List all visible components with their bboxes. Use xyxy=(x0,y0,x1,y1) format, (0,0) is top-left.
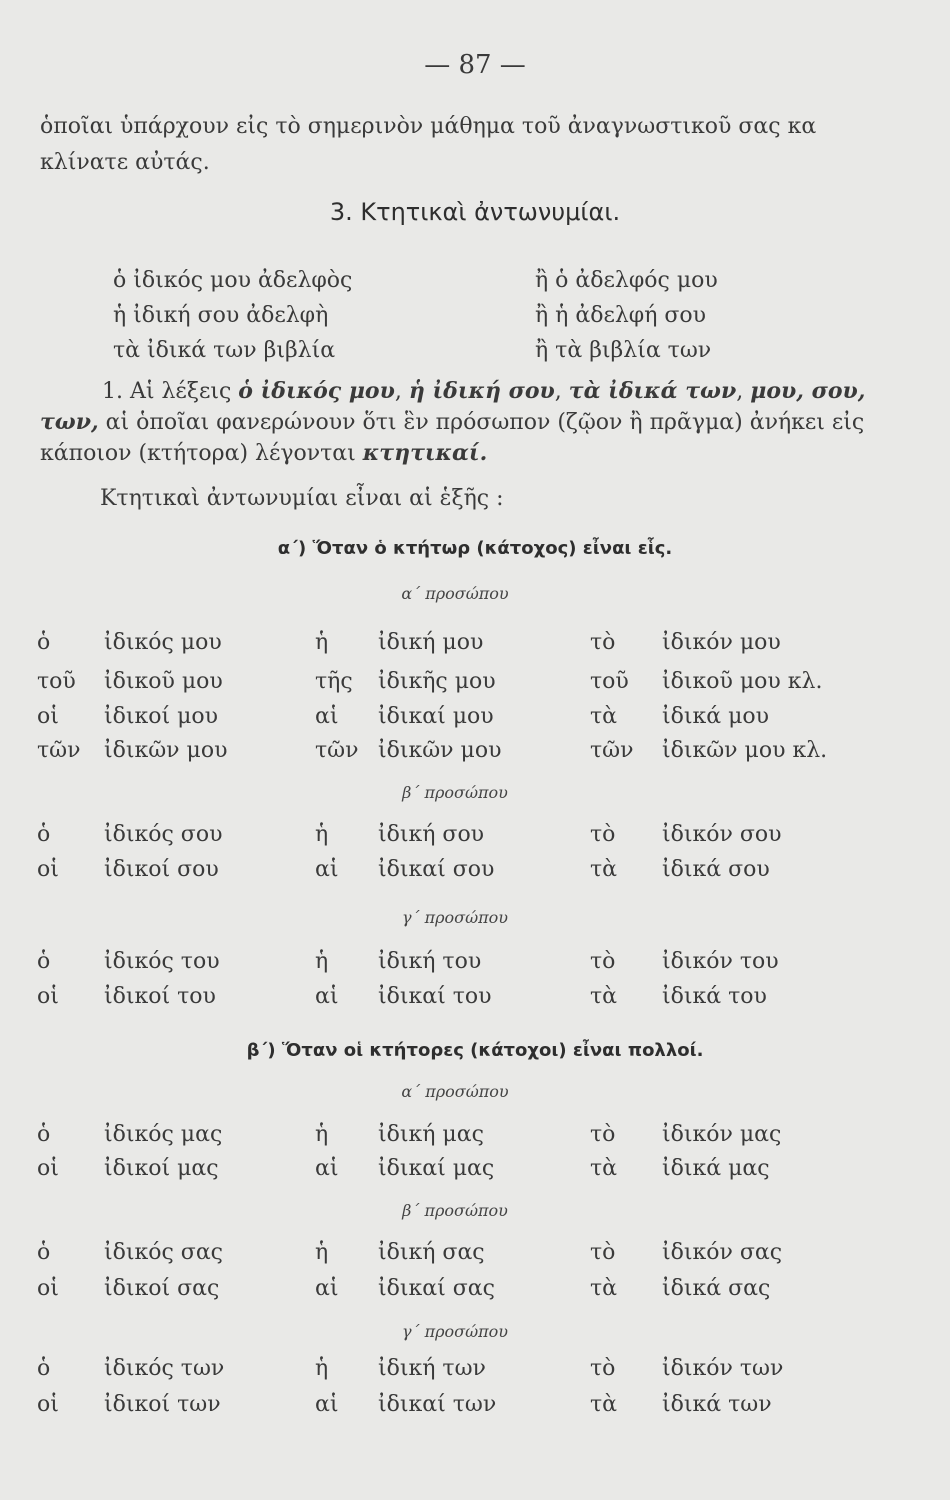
pronoun-form: ἰδικός μας xyxy=(104,1122,223,1147)
para-term: τὰ ἰδικά των xyxy=(568,378,737,404)
article: αἱ xyxy=(315,857,339,882)
person-heading: γ΄ προσώπου xyxy=(401,908,509,927)
example-left: ὁ ἰδικός μου ἀδελφὸς xyxy=(113,268,353,293)
pronoun-form: ἰδικός των xyxy=(104,1356,225,1381)
pronoun-form: ἰδικός του xyxy=(104,949,220,974)
article: ἡ xyxy=(315,1356,329,1381)
pronoun-form: ἰδικόν του xyxy=(662,949,779,974)
pronoun-form: ἰδικόν των xyxy=(662,1356,784,1381)
article: αἱ xyxy=(315,704,339,729)
pronoun-form: ἰδικά σας xyxy=(662,1276,771,1301)
intro-line-2: κλίνατε αὐτάς. xyxy=(40,150,210,175)
page-number: — 87 — xyxy=(424,50,526,80)
para-term: μου, σου, των, xyxy=(40,378,866,435)
article: τὸ xyxy=(590,949,616,974)
para-term: κτητικαί. xyxy=(362,440,488,466)
article: ὁ xyxy=(37,822,51,847)
pronoun-form: ἰδικά μου xyxy=(662,704,770,729)
pronoun-form: ἰδικαί του xyxy=(378,984,492,1009)
pronoun-form: ἰδικοῦ μου κλ. xyxy=(662,669,823,694)
example-left: ἡ ἰδική σου ἀδελφὴ xyxy=(113,303,329,328)
pronoun-form: ἰδικός σου xyxy=(104,822,223,847)
article: τὰ xyxy=(590,1156,618,1181)
person-heading: β΄ προσώπου xyxy=(402,1201,508,1220)
pronoun-form: ἰδική των xyxy=(378,1356,486,1381)
pronoun-form: ἰδικόν μου xyxy=(662,630,781,655)
person-heading: α΄ προσώπου xyxy=(401,1082,509,1101)
pronoun-form: ἰδικοί των xyxy=(104,1392,221,1417)
article: ἡ xyxy=(315,822,329,847)
article: τὰ xyxy=(590,857,618,882)
pronoun-form: ἰδικά μας xyxy=(662,1156,770,1181)
pronoun-form: ἰδικός σας xyxy=(104,1240,224,1265)
case-a-heading: α΄) Ὅταν ὁ κτήτωρ (κάτοχος) εἶναι εἷς. xyxy=(277,538,673,559)
pronoun-form: ἰδικαί σας xyxy=(378,1276,495,1301)
article: ὁ xyxy=(37,1122,51,1147)
para-text: 1. Αἱ λέξεις xyxy=(102,379,239,404)
article: τῶν xyxy=(37,738,81,763)
para-text: , xyxy=(736,379,751,404)
pronoun-form: ἰδικά σου xyxy=(662,857,770,882)
pronoun-form: ἰδική σας xyxy=(378,1240,485,1265)
article: ἡ xyxy=(315,630,329,655)
example-left: τὰ ἰδικά των βιβλία xyxy=(113,338,336,363)
pronoun-form: ἰδικοί σας xyxy=(104,1276,220,1301)
article: τῶν xyxy=(315,738,359,763)
para-text: αἱ ὁποῖαι φανερώνουν ὅτι ἓν πρόσωπον (ζῷον ἢ πρᾶγμα) ἀνήκει εἰς κάποιον (κτήτορα) λέγονται xyxy=(40,410,865,466)
para-text: , xyxy=(554,379,569,404)
article: αἱ xyxy=(315,1276,339,1301)
article: αἱ xyxy=(315,1156,339,1181)
para-term: ἡ ἰδική σου xyxy=(408,378,555,404)
example-right: ἢ τὰ βιβλία των xyxy=(535,338,712,363)
pronoun-form: ἰδικῶν μου xyxy=(104,738,228,763)
article: τὰ xyxy=(590,984,618,1009)
intro-line-1: ὁποῖαι ὑπάρχουν εἰς τὸ σημερινὸν μάθημα τοῦ ἀναγνωστικοῦ σας κα xyxy=(40,114,817,139)
pronoun-form: ἰδικῶν μου xyxy=(378,738,502,763)
pronoun-form: ἰδικά του xyxy=(662,984,767,1009)
article: τὸ xyxy=(590,1240,616,1265)
article: οἱ xyxy=(37,1392,59,1417)
pronoun-form: ἰδικός μου xyxy=(104,630,222,655)
article: ὁ xyxy=(37,1356,51,1381)
article: αἱ xyxy=(315,984,339,1009)
article: ὁ xyxy=(37,1240,51,1265)
pronoun-form: ἰδική μου xyxy=(378,630,484,655)
person-heading: β΄ προσώπου xyxy=(402,783,508,802)
article: τὸ xyxy=(590,822,616,847)
pronoun-form: ἰδικῆς μου xyxy=(378,669,496,694)
article: ἡ xyxy=(315,949,329,974)
definition-paragraph xyxy=(40,376,885,469)
article: τὰ xyxy=(590,1392,618,1417)
pronoun-form: ἰδικόν σας xyxy=(662,1240,783,1265)
pronoun-form: ἰδικόν σου xyxy=(662,822,782,847)
pronoun-form: ἰδικῶν μου κλ. xyxy=(662,738,828,763)
pronoun-form: ἰδική σου xyxy=(378,822,485,847)
article: ἡ xyxy=(315,1122,329,1147)
pronoun-form: ἰδικαί των xyxy=(378,1392,497,1417)
case-b-heading: β΄) Ὅταν οἱ κτήτορες (κάτοχοι) εἶναι πολλοί. xyxy=(246,1040,704,1061)
pronoun-form: ἰδικοί σου xyxy=(104,857,219,882)
pronoun-form: ἰδική του xyxy=(378,949,482,974)
article: τὸ xyxy=(590,630,616,655)
pronoun-form: ἰδικαί σου xyxy=(378,857,495,882)
pronoun-form: ἰδική μας xyxy=(378,1122,484,1147)
section-title: 3. Κτητικαὶ ἀντωνυμίαι. xyxy=(329,198,621,226)
article: τὸ xyxy=(590,1356,616,1381)
article: οἱ xyxy=(37,1156,59,1181)
article: τῶν xyxy=(590,738,634,763)
article: ὁ xyxy=(37,630,51,655)
pronoun-form: ἰδικοί μας xyxy=(104,1156,219,1181)
article: τὸ xyxy=(590,1122,616,1147)
pronoun-form: ἰδικόν μας xyxy=(662,1122,782,1147)
pronoun-form: ἰδικοί του xyxy=(104,984,216,1009)
pronoun-form: ἰδικαί μας xyxy=(378,1156,495,1181)
example-right: ἢ ὁ ἀδελφός μου xyxy=(535,268,718,293)
article: τῆς xyxy=(315,669,353,694)
article: οἱ xyxy=(37,704,59,729)
pronoun-form: ἰδικά των xyxy=(662,1392,772,1417)
article: ὁ xyxy=(37,949,51,974)
article: οἱ xyxy=(37,984,59,1009)
article: ἡ xyxy=(315,1240,329,1265)
article: οἱ xyxy=(37,1276,59,1301)
article: τὰ xyxy=(590,704,618,729)
pronoun-form: ἰδικοί μου xyxy=(104,704,219,729)
pronoun-form: ἰδικοῦ μου xyxy=(104,669,223,694)
example-right: ἢ ἡ ἀδελφή σου xyxy=(535,303,707,328)
article: οἱ xyxy=(37,857,59,882)
article: τοῦ xyxy=(590,669,629,694)
person-heading: γ΄ προσώπου xyxy=(401,1322,509,1341)
article: τὰ xyxy=(590,1276,618,1301)
list-intro: Κτητικαὶ ἀντωνυμίαι εἶναι αἱ ἑξῆς : xyxy=(100,486,504,511)
article: αἱ xyxy=(315,1392,339,1417)
pronoun-form: ἰδικαί μου xyxy=(378,704,494,729)
person-heading: α΄ προσώπου xyxy=(401,584,509,603)
para-text: , xyxy=(394,379,409,404)
para-term: ὁ ἰδικός μου xyxy=(238,378,395,404)
article: τοῦ xyxy=(37,669,76,694)
